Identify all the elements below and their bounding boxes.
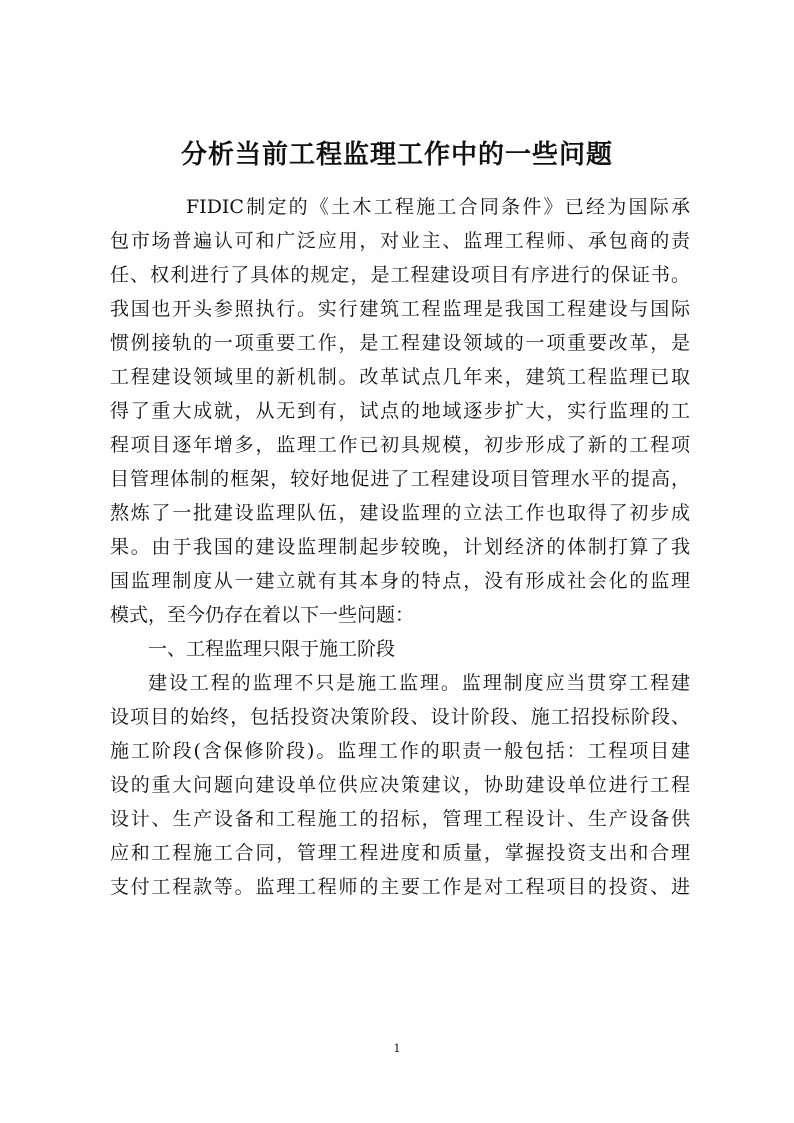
paragraph-line-9: 目管理体制的框架，较好地促进了工程建设项目管理水平的提高， — [110, 468, 690, 490]
paragraph-line-16: 设项目的始终，包括投资决策阶段、设计阶段、施工招投标阶段、 — [110, 706, 690, 728]
paragraph-line-6: 工程建设领域里的新机制。改革试点几年来，建筑工程监理已取 — [110, 366, 690, 388]
paragraph-line-7: 得了重大成就，从无到有，试点的地域逐步扩大，实行监理的工 — [110, 400, 690, 422]
paragraph-line-13: 模式，至今仍存在着以下一些问题： — [110, 604, 415, 626]
paragraph-line-15: 建设工程的监理不只是施工监理。监理制度应当贯穿工程建 — [148, 672, 690, 694]
paragraph-line-3: 任、权利进行了具体的规定，是工程建设项目有序进行的保证书。 — [110, 264, 690, 286]
paragraph-line-5: 惯例接轨的一项重要工作，是工程建设领域的一项重要改革，是 — [110, 332, 690, 354]
paragraph-line-8: 程项目逐年增多，监理工作已初具规模，初步形成了新的工程项 — [110, 434, 690, 456]
section-heading: 一、工程监理只限于施工阶段 — [148, 638, 396, 660]
paragraph-line-2: 包市场普遍认可和广泛应用，对业主、监理工程师、承包商的责 — [110, 230, 690, 252]
paragraph-line-11: 果。由于我国的建设监理制起步较晚，计划经济的体制打算了我 — [110, 536, 690, 558]
paragraph-line-17: 施工阶段(含保修阶段)。监理工作的职责一般包括：工程项目建 — [110, 740, 690, 762]
paragraph-line-18: 设的重大问题向建设单位供应决策建议，协助建设单位进行工程 — [110, 774, 690, 796]
paragraph-line-21: 支付工程款等。监理工程师的主要工作是对工程项目的投资、进 — [110, 876, 690, 898]
paragraph-line-12: 国监理制度从一建立就有其本身的特点，没有形成社会化的监理 — [110, 570, 690, 592]
paragraph-line-10: 熬炼了一批建设监理队伍，建设监理的立法工作也取得了初步成 — [110, 502, 690, 524]
paragraph-line-20: 应和工程施工合同，管理工程进度和质量，掌握投资支出和合理 — [110, 842, 690, 864]
paragraph-line-1: FIDIC制定的《土木工程施工合同条件》已经为国际承 — [186, 196, 690, 218]
paragraph-line-19: 设计、生产设备和工程施工的招标，管理工程设计、生产设备供 — [110, 808, 690, 830]
document-title: 分析当前工程监理工作中的一些问题 — [180, 140, 613, 170]
paragraph-line-4: 我国也开头参照执行。实行建筑工程监理是我国工程建设与国际 — [110, 298, 690, 320]
page-number: 1 — [393, 1042, 401, 1055]
